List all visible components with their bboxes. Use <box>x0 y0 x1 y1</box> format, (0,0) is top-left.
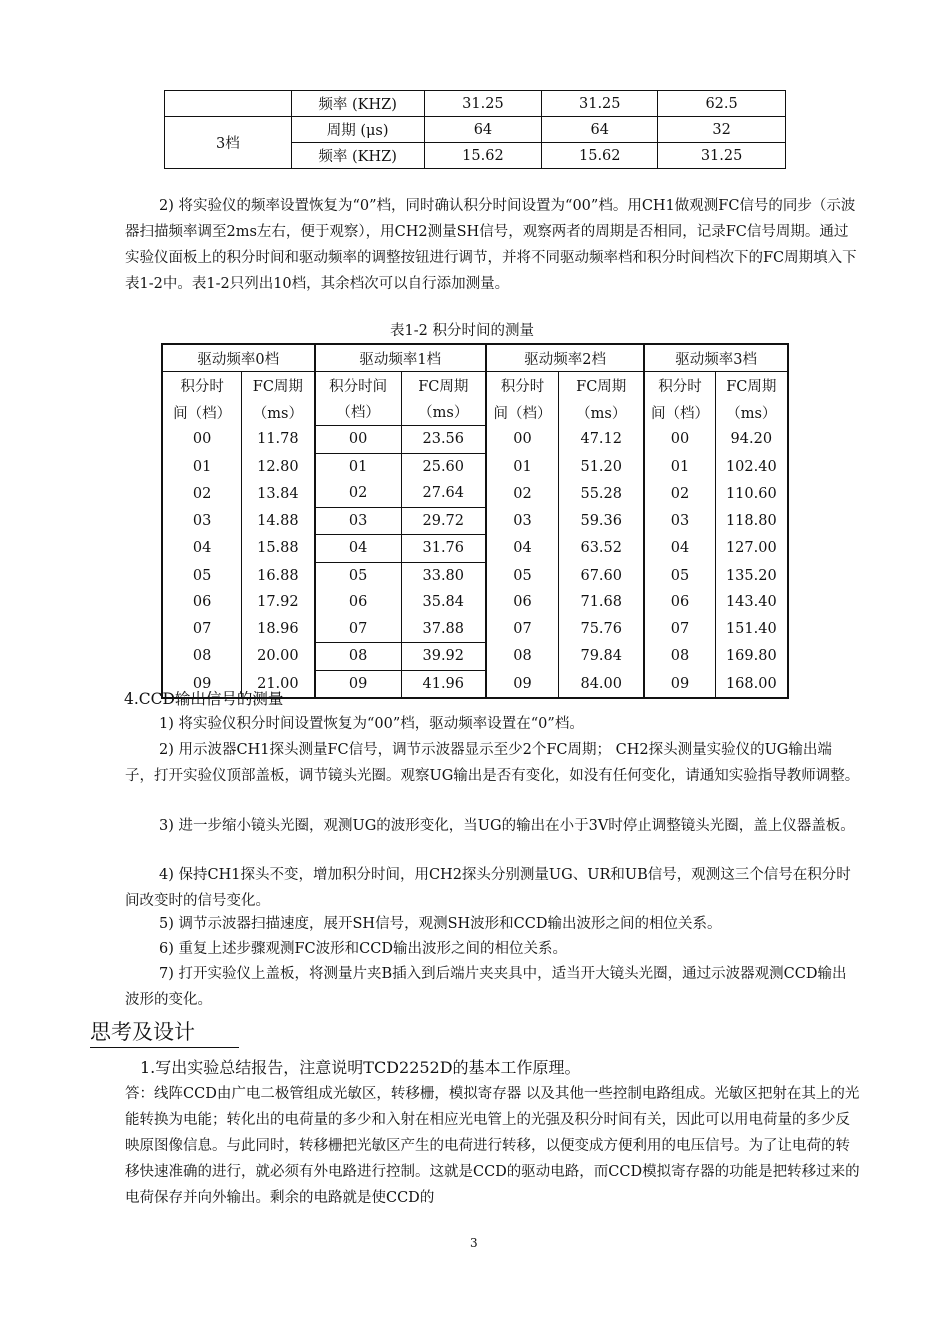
table-row <box>165 117 786 143</box>
answer-paragraph: 答：线阵CCD由广电二极管组成光敏区，转移栅，模拟寄存器 以及其他一些控制电路组成。光敏区把射在其上的光能转换为电能；转化出的电荷量的多少和入射在相应光电管上的光强及积分时间有关，因此可以用电荷量的多少反映原图像信息。与此同时，转移栅把光敏区产生的电荷进行转移，以便变成方便利用的电压信号。为了让电荷的转移快速准确的进行，就必须有外电路进行控制。这就是CCD的驱动电路，而CCD模拟寄存器的功能是把转移过来的电荷保存并向外输出。剩余的电路就是使CCD的 <box>125 1086 860 1206</box>
table-cell: 01 <box>315 453 402 480</box>
table-cell: 02 <box>644 480 715 507</box>
table-subheader-row <box>162 399 788 426</box>
table-cell: 63.52 <box>559 535 645 563</box>
table-cell: 07 <box>644 616 715 643</box>
table-cell: 62.5 <box>658 91 786 117</box>
column-header: 积分时间 <box>315 372 402 399</box>
table-cell: 143.40 <box>715 589 788 616</box>
table-cell: 31.25 <box>658 143 786 169</box>
table-cell: 15.62 <box>542 143 658 169</box>
table-cell: 31.25 <box>542 91 658 117</box>
table-cell: 08 <box>315 643 402 671</box>
table-cell: 03 <box>315 507 402 535</box>
table-row <box>162 535 788 563</box>
column-header: FC周期 <box>401 372 486 399</box>
table-cell: 23.56 <box>401 426 486 454</box>
table-cell: 75.76 <box>559 616 645 643</box>
table-cell: 94.20 <box>715 426 788 454</box>
table-cell: 频率 (KHZ) <box>291 91 424 117</box>
table-cell: 84.00 <box>559 670 645 698</box>
table-cell <box>165 91 292 117</box>
table-cell: 05 <box>644 562 715 589</box>
table-cell: 110.60 <box>715 480 788 507</box>
question: 1.写出实验总结报告，注意说明TCD2252D的基本工作原理。 <box>140 1058 581 1077</box>
column-header: （ms） <box>242 399 315 426</box>
column-header: 间（档） <box>644 399 715 426</box>
column-header: FC周期 <box>242 372 315 399</box>
table-cell: 17.92 <box>242 589 315 616</box>
table-cell: 07 <box>315 616 402 643</box>
frequency-table <box>164 90 786 169</box>
table-row <box>162 616 788 643</box>
table-cell: 14.88 <box>242 507 315 535</box>
table-cell: 05 <box>162 562 242 589</box>
table-row <box>165 91 786 117</box>
section4-step: 3) 进一步缩小镜头光圈，观测UG的波形变化，当UG的输出在小于3V时停止调整镜头光圈，盖上仪器盖板。 <box>159 818 855 834</box>
table-caption: 表1-2 积分时间的测量 <box>390 323 534 339</box>
table-cell: 08 <box>644 643 715 671</box>
table-cell: 06 <box>486 589 559 616</box>
table-cell: 09 <box>644 670 715 698</box>
table-cell: 39.92 <box>401 643 486 671</box>
table-cell: 47.12 <box>559 426 645 454</box>
table-cell: 25.60 <box>401 453 486 480</box>
table-cell: 09 <box>162 670 242 698</box>
column-header: FC周期 <box>559 372 645 399</box>
table-cell: 00 <box>644 426 715 454</box>
table-cell: 07 <box>162 616 242 643</box>
table-row <box>162 426 788 454</box>
table-cell: 21.00 <box>242 670 315 698</box>
table-cell: 06 <box>162 589 242 616</box>
table-cell: 118.80 <box>715 507 788 535</box>
table-cell: 02 <box>162 480 242 507</box>
table-cell: 03 <box>644 507 715 535</box>
table-cell: 周期 (μs) <box>291 117 424 143</box>
table-cell: 05 <box>315 562 402 589</box>
table-cell: 04 <box>315 535 402 563</box>
table-cell: 03 <box>486 507 559 535</box>
column-header: 间（档） <box>486 399 559 426</box>
table-cell: 频率 (KHZ) <box>291 143 424 169</box>
table-row <box>162 643 788 671</box>
table-row <box>162 453 788 480</box>
table-cell: 59.36 <box>559 507 645 535</box>
section4-step: 5) 调节示波器扫描速度，展开SH信号，观测SH波形和CCD输出波形之间的相位关系。 <box>159 916 722 932</box>
column-header: FC周期 <box>715 372 788 399</box>
table-cell: 169.80 <box>715 643 788 671</box>
column-header: 积分时 <box>162 372 242 399</box>
table-cell: 09 <box>315 670 402 698</box>
table-cell: 08 <box>486 643 559 671</box>
table-cell: 33.80 <box>401 562 486 589</box>
table-cell: 08 <box>162 643 242 671</box>
column-header: 积分时 <box>644 372 715 399</box>
table-cell: 04 <box>644 535 715 563</box>
table-cell: 05 <box>486 562 559 589</box>
table-cell: 29.72 <box>401 507 486 535</box>
section4-step: 2) 用示波器CH1探头测量FC信号，调节示波器显示至少2个FC周期； CH2探头测量实验仪的UG输出端子，打开实验仪顶部盖板，调节镜头光圈。观察UG输出是否有变化，如没有任何变化，请通知实验指导教师调整。 <box>125 742 860 784</box>
table-cell: 02 <box>315 480 402 507</box>
table-cell: 01 <box>162 453 242 480</box>
table-cell: 15.88 <box>242 535 315 563</box>
table-cell: 31.76 <box>401 535 486 563</box>
table-header-row <box>162 344 788 372</box>
table-row <box>162 507 788 535</box>
table-cell: 04 <box>162 535 242 563</box>
table-cell: 01 <box>486 453 559 480</box>
table-cell: 64 <box>542 117 658 143</box>
section-heading: 4.CCD输出信号的测量 <box>124 690 284 708</box>
table-cell: 20.00 <box>242 643 315 671</box>
column-header: 积分时 <box>486 372 559 399</box>
table-cell: 79.84 <box>559 643 645 671</box>
table-cell: 31.25 <box>424 91 542 117</box>
table-cell: 35.84 <box>401 589 486 616</box>
table-cell: 00 <box>486 426 559 454</box>
section4-step: 4) 保持CH1探头不变，增加积分时间，用CH2探头分别测量UG、UR和UB信号，观测这三个信号在积分时间改变时的信号变化。 <box>125 867 851 909</box>
table-cell: 15.62 <box>424 143 542 169</box>
group-header: 驱动频率1档 <box>315 344 486 372</box>
integration-time-table <box>161 343 789 699</box>
section4-step: 7) 打开实验仪上盖板，将测量片夹B插入到后端片夹夹具中，适当开大镜头光圈，通过示波器观测CCD输出波形的变化。 <box>125 966 847 1008</box>
table-cell: 3档 <box>165 117 292 169</box>
table-cell: 67.60 <box>559 562 645 589</box>
column-header: （档） <box>315 399 402 426</box>
table-cell: 135.20 <box>715 562 788 589</box>
table-cell: 07 <box>486 616 559 643</box>
column-header: 间（档） <box>162 399 242 426</box>
table-cell: 168.00 <box>715 670 788 698</box>
group-header: 驱动频率2档 <box>486 344 644 372</box>
table-cell: 71.68 <box>559 589 645 616</box>
table-cell: 01 <box>644 453 715 480</box>
section4-step: 6) 重复上述步骤观测FC波形和CCD输出波形之间的相位关系。 <box>159 941 567 957</box>
table-cell: 09 <box>486 670 559 698</box>
step2-paragraph: 2) 将实验仪的频率设置恢复为“0”档，同时确认积分时间设置为“00”档。用CH1做观测FC信号的同步（示波器扫描频率调至2ms左右，便于观察），用CH2测量SH信号，观察两者的周期是否相同，记录FC信号周期。通过实验仪面板上的积分时间和驱动频率的调整按钮进行调节，并将不同驱动频率档和积分时间档次下的FC周期填入下表1-2中。表1-2只列出10档，其余档次可以自行添加测量。 <box>125 198 857 292</box>
table-cell: 32 <box>658 117 786 143</box>
table-cell: 06 <box>644 589 715 616</box>
table-cell: 18.96 <box>242 616 315 643</box>
table-cell: 06 <box>315 589 402 616</box>
table-row <box>162 589 788 616</box>
table-cell: 00 <box>162 426 242 454</box>
group-header: 驱动频率3档 <box>644 344 788 372</box>
table-cell: 00 <box>315 426 402 454</box>
table-cell: 55.28 <box>559 480 645 507</box>
table-cell: 51.20 <box>559 453 645 480</box>
group-header: 驱动频率0档 <box>162 344 315 372</box>
section-title: 思考及设计 <box>90 1017 239 1048</box>
table-cell: 16.88 <box>242 562 315 589</box>
table-cell: 04 <box>486 535 559 563</box>
section4-step: 1) 将实验仪积分时间设置恢复为“00”档，驱动频率设置在“0”档。 <box>159 716 584 732</box>
table-cell: 03 <box>162 507 242 535</box>
table-cell: 02 <box>486 480 559 507</box>
table-cell: 13.84 <box>242 480 315 507</box>
column-header: （ms） <box>559 399 645 426</box>
table-row <box>162 480 788 507</box>
page-number: 3 <box>470 1236 478 1250</box>
table-cell: 151.40 <box>715 616 788 643</box>
table-cell: 11.78 <box>242 426 315 454</box>
table-cell: 37.88 <box>401 616 486 643</box>
column-header: （ms） <box>715 399 788 426</box>
table-cell: 127.00 <box>715 535 788 563</box>
column-header: （ms） <box>401 399 486 426</box>
table-row <box>162 562 788 589</box>
table-cell: 64 <box>424 117 542 143</box>
table-cell: 12.80 <box>242 453 315 480</box>
table-cell: 27.64 <box>401 480 486 507</box>
table-cell: 41.96 <box>401 670 486 698</box>
table-cell: 102.40 <box>715 453 788 480</box>
table-subheader-row <box>162 372 788 399</box>
